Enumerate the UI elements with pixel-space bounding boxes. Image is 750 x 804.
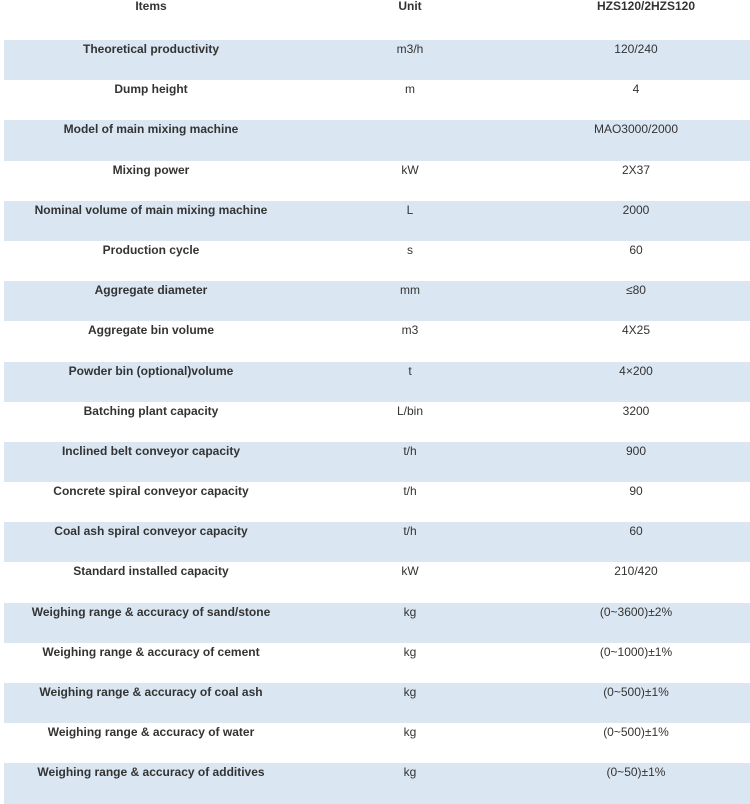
- table-row: [4, 562, 750, 602]
- value-cell: 2X37: [621, 162, 651, 177]
- value-cell: MAO3000/2000: [593, 122, 679, 137]
- item-cell: Weighing range & accuracy of coal ash: [39, 685, 263, 699]
- table-row: [4, 723, 750, 763]
- table-row: [4, 161, 750, 201]
- table-row: [4, 281, 750, 321]
- unit-cell: t/h: [403, 524, 417, 539]
- table-row: [4, 643, 750, 683]
- item-cell: Coal ash spiral conveyor capacity: [54, 524, 248, 539]
- unit-cell: kW: [401, 564, 419, 579]
- unit-cell: t: [408, 363, 412, 378]
- value-cell: 210/420: [614, 564, 658, 579]
- unit-cell: t/h: [403, 484, 417, 499]
- table-row: [4, 120, 750, 160]
- table-row: [4, 241, 750, 281]
- table-row: [4, 80, 750, 120]
- unit-cell: kg: [403, 604, 417, 619]
- item-cell: Dump height: [114, 82, 188, 97]
- unit-cell: m3: [401, 323, 419, 338]
- unit-cell: mm: [400, 283, 420, 298]
- unit-cell: kg: [403, 685, 417, 699]
- item-cell: Aggregate diameter: [94, 283, 208, 298]
- value-cell: 60: [629, 524, 643, 539]
- table-row: [4, 763, 750, 803]
- item-cell: Nominal volume of main mixing machine: [34, 202, 268, 217]
- header-unit: Unit: [398, 0, 422, 13]
- item-cell: Inclined belt conveyor capacity: [61, 443, 241, 458]
- unit-cell: kW: [401, 162, 419, 177]
- table-row: [4, 362, 750, 402]
- item-cell: Weighing range & accuracy of sand/stone: [31, 604, 271, 619]
- table-row: [4, 683, 750, 723]
- value-cell: 900: [625, 443, 647, 458]
- item-cell: Powder bin (optional)volume: [68, 363, 234, 378]
- value-cell: 60: [629, 242, 643, 257]
- value-cell: ≤80: [626, 283, 646, 298]
- value-cell: 90: [629, 484, 643, 499]
- item-cell: Standard installed capacity: [73, 564, 229, 579]
- unit-cell: kg: [403, 725, 417, 740]
- table-row: [4, 603, 750, 643]
- table-row: [4, 482, 750, 522]
- item-cell: Weighing range & accuracy of additives: [37, 765, 265, 780]
- value-cell: 4×200: [619, 363, 653, 378]
- item-cell: Mixing power: [112, 162, 190, 177]
- table-row: [4, 522, 750, 562]
- unit-cell: kg: [403, 644, 417, 659]
- item-cell: Weighing range & accuracy of cement: [42, 644, 260, 659]
- item-cell: Model of main mixing machine: [63, 122, 239, 137]
- header-items: Items: [135, 0, 167, 13]
- item-cell: Aggregate bin volume: [87, 323, 215, 338]
- table-body: [4, 40, 750, 804]
- table-row: [4, 40, 750, 80]
- item-cell: Production cycle: [102, 242, 200, 257]
- table-row: [4, 321, 750, 361]
- unit-cell: s: [407, 242, 413, 257]
- unit-cell: L: [406, 202, 414, 217]
- table-row: [4, 201, 750, 241]
- value-cell: (0~1000)±1%: [599, 644, 673, 659]
- spec-table: [4, 0, 750, 804]
- value-cell: 3200: [622, 403, 650, 418]
- header-model: HZS120/2HZS120: [596, 0, 696, 13]
- item-cell: Weighing range & accuracy of water: [47, 725, 255, 740]
- table-row: [4, 402, 750, 442]
- value-cell: 2000: [622, 202, 650, 217]
- unit-cell: kg: [403, 765, 417, 780]
- value-cell: (0~3600)±2%: [599, 604, 673, 619]
- value-cell: (0~500)±1%: [603, 725, 669, 740]
- item-cell: Theoretical productivity: [82, 42, 220, 56]
- value-cell: (0~500)±1%: [603, 685, 669, 699]
- unit-cell: L/bin: [396, 403, 424, 418]
- item-cell: Batching plant capacity: [83, 403, 219, 418]
- item-cell: Concrete spiral conveyor capacity: [53, 484, 249, 499]
- unit-cell: m3/h: [396, 42, 424, 56]
- table-row: [4, 442, 750, 482]
- unit-cell: t/h: [403, 443, 417, 458]
- unit-cell: m: [405, 82, 415, 97]
- value-cell: 4X25: [621, 323, 651, 338]
- value-cell: 4: [632, 82, 640, 97]
- value-cell: 120/240: [614, 42, 658, 56]
- value-cell: (0~50)±1%: [606, 765, 666, 780]
- table-header-row: [4, 0, 750, 40]
